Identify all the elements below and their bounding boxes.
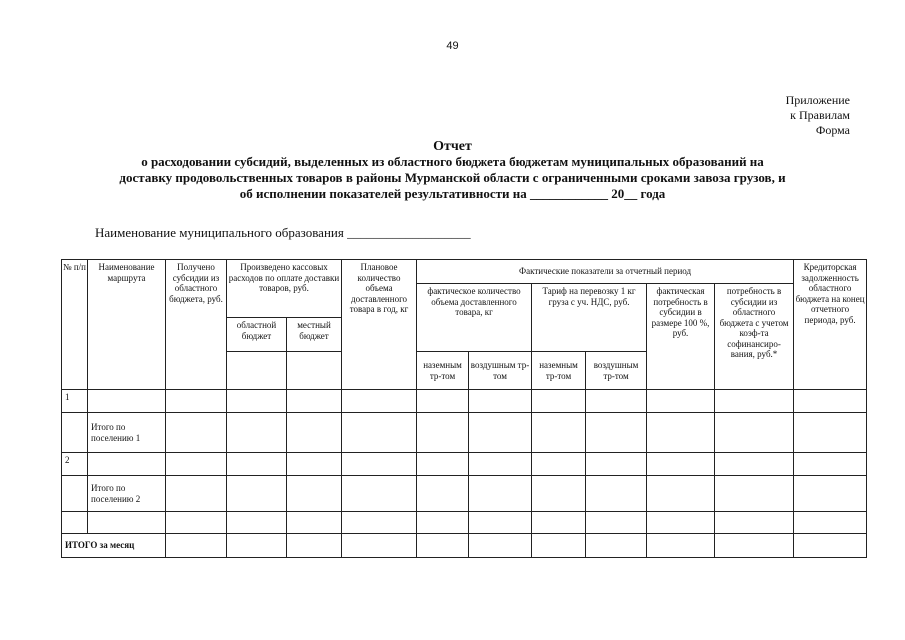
month-total: ИТОГО за месяц: [62, 534, 166, 558]
municipality-label: Наименование муниципального образования ___________________: [95, 225, 471, 240]
header-spent-regional: областной бюджет: [227, 318, 287, 352]
header-num: № п/п: [62, 260, 88, 390]
header-actual-need: фактическая потребность в субсидии в размере 100 %, руб.: [647, 284, 715, 390]
header-planned: Плановое количество объема доставленного товара в год, кг: [342, 260, 417, 390]
header-spent-local: местный бюджет: [287, 318, 342, 352]
header-debt: Кредиторская задолженность областного бюджета на конец отчетного периода, руб.: [794, 260, 867, 390]
header-need-cofinancing: потребность в субсидии из областного бюджета с учетом коэф-та софинансиро-вания, руб.*: [715, 284, 794, 390]
table-row: [62, 390, 867, 413]
header-actual-volume: фактическое количество объема доставленного товара, кг: [417, 284, 532, 352]
header-tariff-ground: наземным тр-том: [532, 352, 586, 390]
subtitle-line-1: о расходовании субсидий, выделенных из областного бюджета бюджетам муниципальных образований на: [141, 154, 764, 169]
appendix-line-3: Форма: [815, 123, 850, 137]
header-spent-regional-cont: [227, 352, 287, 390]
subtitle-line-3: об исполнении показателей результативности на ____________ 20__ года: [239, 186, 666, 201]
page-number: 49: [446, 40, 459, 52]
header-actual-group: Фактические показатели за отчетный период: [417, 260, 794, 284]
document-subtitle: [40, 154, 865, 202]
header-spent: Произведено кассовых расходов по оплате доставки товаров, руб.: [227, 260, 342, 318]
header-volume-ground: наземным тр-том: [417, 352, 469, 390]
subtitle-line-2: доставку продовольственных товаров в районы Мурманской области с ограниченными сроками завоза грузов, и: [119, 170, 786, 185]
row-num: 1: [62, 390, 88, 413]
table-row: [62, 534, 867, 558]
total-settlement-1: Итого по поселению 1: [88, 413, 166, 453]
appendix-block: [786, 93, 850, 138]
header-received: Получено субсидии из областного бюджета, руб.: [166, 260, 227, 390]
row-num: 2: [62, 453, 88, 476]
appendix-line-2: к Правилам: [790, 108, 850, 122]
table-row: [62, 512, 867, 534]
table-row: [62, 476, 867, 512]
header-tariff: Тариф на перевозку 1 кг груза с уч. НДС, руб.: [532, 284, 647, 352]
table-row: [62, 413, 867, 453]
report-table: [61, 259, 867, 558]
header-route: Наименование маршрута: [88, 260, 166, 390]
table-row: [62, 453, 867, 476]
document-title: Отчет: [433, 139, 472, 154]
header-spent-local-cont: [287, 352, 342, 390]
header-volume-air: воздушным тр-том: [469, 352, 532, 390]
appendix-line-1: Приложение: [785, 93, 850, 107]
total-settlement-2: Итого по поселению 2: [88, 476, 166, 512]
header-tariff-air: воздушным тр-том: [586, 352, 647, 390]
